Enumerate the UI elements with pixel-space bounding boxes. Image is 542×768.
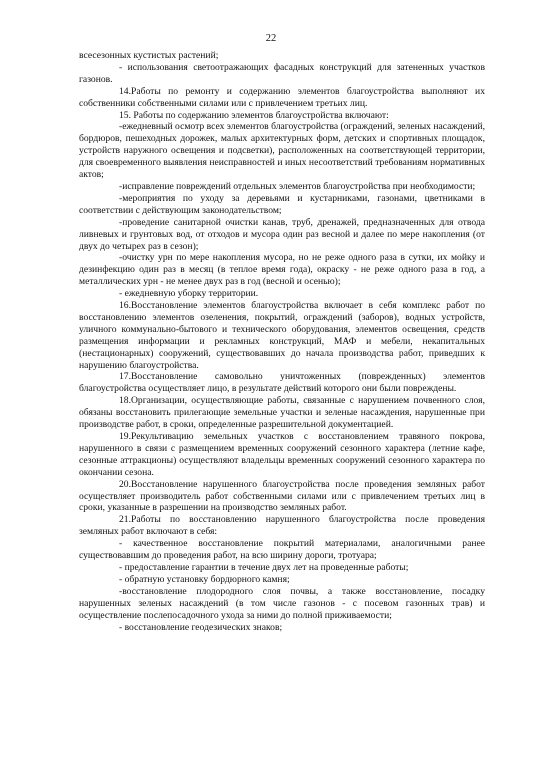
paragraph: - использования светоотражающих фасадных конструкций для затененных участков газонов. (79, 61, 485, 85)
paragraph: 21.Работы по восстановлению нарушенного благоустройства после проведения земляных работ включают в себя: (79, 514, 485, 538)
paragraph: -восстановление плодородного слоя почвы, а также восстановление, посадку нарушенных зеленых насаждений (в том числе газонов - с посевом газонных трав) и осуществление послепосадочного ухода за ними до полной приживаемости; (79, 585, 485, 621)
paragraph: - предоставление гарантии в течение двух лет на проведенные работы; (119, 561, 409, 573)
paragraph: 14.Работы по ремонту и содержанию элементов благоустройства выполняют их собственники собственными силами или с привлечением третьих лиц. (79, 85, 485, 109)
paragraph: - обратную установку бордюрного камня; (119, 573, 290, 585)
paragraph: - восстановление геодезических знаков; (119, 621, 283, 633)
document-body (79, 50, 485, 633)
paragraph: 16.Восстановление элементов благоустройства включает в себя комплекс работ по восстановлению элементов озеленения, покрытий, ограждений (заборов), водных устройств, уличного коммунально-бытового и технического оборудования, элементов освещения, средств размещения информации и рекламных конструкций, МАФ и мебели, некапитальных (нестационарных) сооружений, существовавших до начала производства работ, приведших к нарушению благоустройства. (79, 300, 485, 371)
paragraph: 17.Восстановление самовольно уничтоженных (поврежденных) элементов благоустройства осуществляет лицо, в результате действий которого они были повреждены. (79, 371, 485, 395)
paragraph: 19.Рекультивацию земельных участков с восстановлением травяного покрова, нарушенного в связи с размещением временных сооружений сезонного характера (летние кафе, сезонные аттракционы) осуществляют владельцы временных сооружений сезонного характера по окончании сезона. (79, 431, 485, 478)
paragraph: -ежедневный осмотр всех элементов благоустройства (ограждений, зеленых насаждений, бордюров, пешеходных дорожек, малых архитектурных форм, детских и спортивных площадок, устройств наружного освещения и подсветки), расположенных на соответствующей территории, для своевременного выявления неисправностей и иных несоответствий требованиям нормативных актов; (79, 121, 485, 181)
paragraph: -очистку урн по мере накопления мусора, но не реже одного раза в сутки, их мойку и дезинфекцию один раз в месяц (в теплое время года), окраску - не реже одного раза в год, а металлических урн - не менее двух раз в год (весной и осенью); (79, 252, 485, 288)
paragraph: 18.Организации, осуществляющие работы, связанные с нарушением почвенного слоя, обязаны восстановить прилегающие земельные участки и зеленые насаждения, нарушенные при производстве работ, в сроки, определенные разрешительной документацией. (79, 395, 485, 431)
paragraph: 20.Восстановление нарушенного благоустройства после проведения земляных работ осуществляет производитель работ собственными силами или с привлечением третьих лиц в сроки, указанные в разрешении на производство земляных работ. (79, 478, 485, 514)
paragraph: -проведение санитарной очистки канав, труб, дренажей, предназначенных для отвода ливневых и грунтовых вод, от отходов и мусора один раз весной и далее по мере накопления (от двух до четырех раз в сезон); (79, 216, 485, 252)
paragraph: - качественное восстановление покрытий материалами, аналогичными ранее существовавшим до проведения работ, на всю ширину дороги, тротуара; (79, 538, 485, 562)
paragraph: -исправление повреждений отдельных элементов благоустройства при необходимости; (119, 180, 476, 192)
paragraph: всесезонных кустистых растений; (79, 50, 219, 61)
paragraph: -мероприятия по уходу за деревьями и кустарниками, газонами, цветниками в соответствии с действующим законодательством; (79, 192, 485, 216)
paragraph: 15. Работы по содержанию элементов благоустройства включают: (119, 109, 389, 121)
page-number: 22 (265, 33, 277, 44)
paragraph: - ежедневную уборку территории. (119, 288, 259, 300)
